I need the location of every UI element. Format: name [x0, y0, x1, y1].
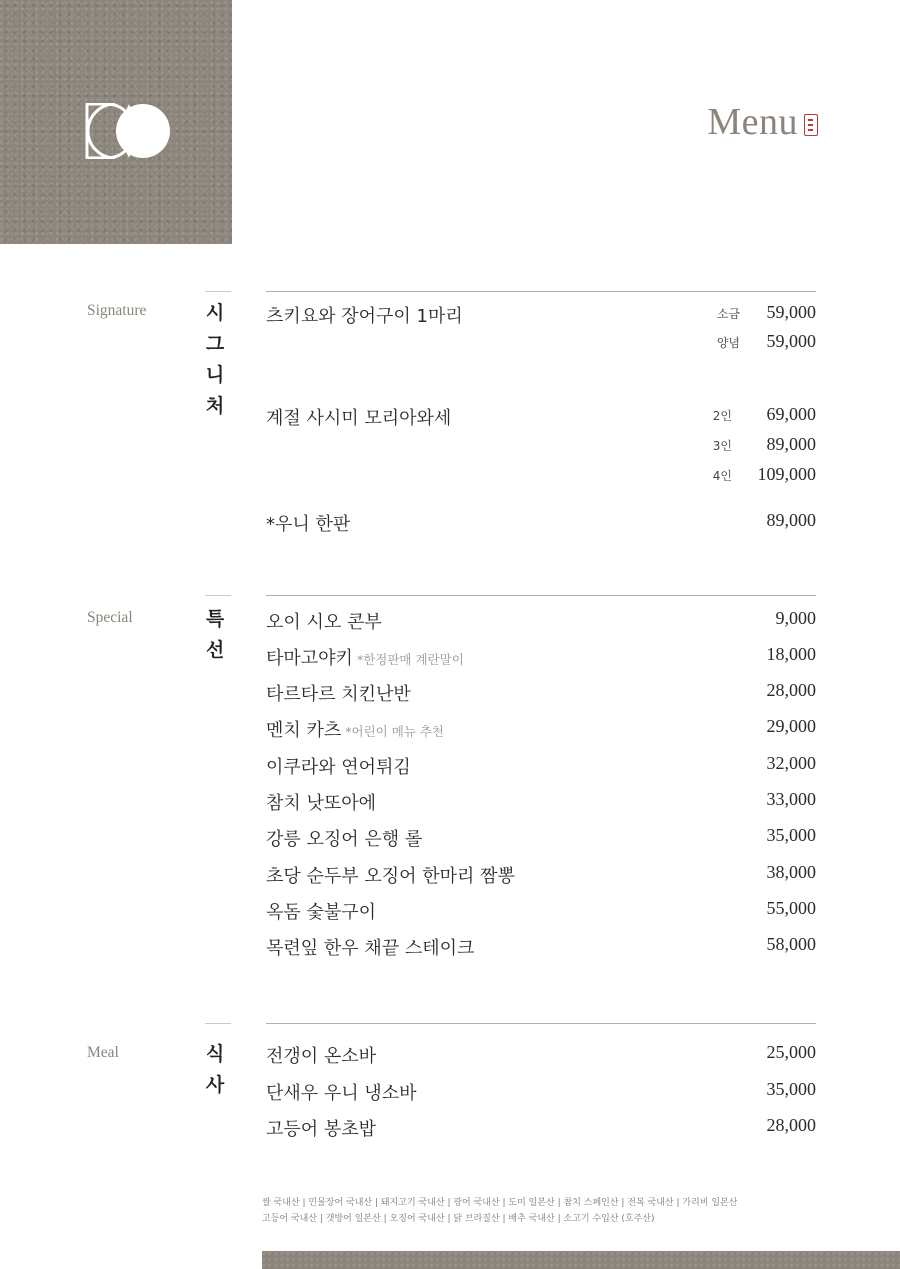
origin-line: 고등어 국내산 | 갯방어 일본산 | 오징어 국내산 | 닭 브라질산 | 배추 국내산 | 소고기 수입산 (호주산): [262, 1214, 655, 1224]
menu-item: [266, 1079, 816, 1109]
page-title: Menu: [707, 101, 798, 143]
section-divider: [266, 1023, 816, 1024]
menu-item: [266, 608, 816, 638]
item-price: 35,000: [766, 1079, 816, 1099]
menu-item: [266, 862, 816, 892]
option-price: 89,000: [766, 434, 816, 454]
menu-item: [266, 510, 816, 540]
option-label: 소금: [716, 307, 740, 321]
section-divider-short: [205, 1023, 231, 1024]
section-divider-short: [205, 595, 231, 596]
item-price: 58,000: [766, 934, 816, 954]
item-name: 옥돔 숯불구이: [266, 902, 377, 923]
item-name: 오이 시오 콘부: [266, 612, 382, 633]
item-name: 이쿠라와 연어튀김: [266, 757, 411, 778]
item-price: 18,000: [766, 644, 816, 664]
menu-item: [266, 644, 816, 674]
item-name: 고등어 봉초밥: [266, 1119, 377, 1140]
section-divider-short: [205, 291, 231, 292]
option-label: 4인: [712, 469, 732, 483]
section-title-ko: 특 선: [205, 608, 225, 661]
item-name: 멘치 카츠 *어린이 메뉴 추천: [266, 720, 445, 741]
item-name: 전갱이 온소바: [266, 1046, 377, 1067]
menu-item: [266, 1042, 816, 1072]
item-name: 참치 낫또아에: [266, 793, 377, 814]
menu-item: [266, 404, 816, 484]
item-name: *우니 한판: [266, 514, 351, 535]
item-name: 츠키요와 장어구이 1마리: [266, 306, 463, 327]
option-label: 양념: [716, 336, 740, 350]
option-price: 59,000: [766, 302, 816, 322]
logo-icon: [85, 103, 173, 159]
menu-item: [266, 753, 816, 783]
item-price: 28,000: [766, 680, 816, 700]
origin-line: 쌀 국내산 | 민물장어 국내산 | 돼지고기 국내산 | 광어 국내산 | 도미 일본산 | 참치 스페인산 | 전복 국내산 | 가리비 일본산: [262, 1198, 738, 1208]
section-title-en: Signature: [87, 302, 147, 319]
section-title-ko: 시 그 니 처: [205, 302, 225, 417]
item-price: 33,000: [766, 789, 816, 809]
option-price: 69,000: [766, 404, 816, 424]
section-title-en: Meal: [87, 1044, 119, 1061]
item-price: 9,000: [775, 608, 816, 628]
red-seal-icon: [804, 114, 818, 136]
item-price: 32,000: [766, 753, 816, 773]
origin-notice: [262, 1195, 822, 1227]
item-price: 55,000: [766, 898, 816, 918]
item-option: [616, 434, 816, 462]
option-label: 2인: [712, 409, 732, 423]
menu-item: [266, 825, 816, 855]
item-option: [616, 331, 816, 359]
option-label: 3인: [712, 439, 732, 453]
item-note: *어린이 메뉴 추천: [345, 724, 445, 739]
item-option: [616, 404, 816, 432]
menu-item: [266, 716, 816, 746]
item-price: 28,000: [766, 1115, 816, 1135]
item-name: 목련잎 한우 채끝 스테이크: [266, 938, 475, 959]
menu-item: [266, 898, 816, 928]
item-option: [616, 302, 816, 330]
item-name: 초당 순두부 오징어 한마리 짬뽕: [266, 866, 515, 887]
item-option: [616, 464, 816, 492]
item-price: 89,000: [766, 510, 816, 530]
item-price: 29,000: [766, 716, 816, 736]
menu-item: [266, 1115, 816, 1145]
item-price: 25,000: [766, 1042, 816, 1062]
menu-item: [266, 934, 816, 964]
footer-texture-band: [262, 1251, 900, 1269]
menu-item: [266, 680, 816, 710]
item-name: 타르타르 치킨난반: [266, 684, 411, 705]
item-price: 38,000: [766, 862, 816, 882]
item-name: 계절 사시미 모리아와세: [266, 408, 452, 429]
menu-item: [266, 302, 816, 351]
section-title-en: Special: [87, 609, 133, 626]
item-name: 단새우 우니 냉소바: [266, 1083, 417, 1104]
item-name: 강릉 오징어 은행 롤: [266, 829, 423, 850]
section-divider: [266, 291, 816, 292]
item-note: *한정판매 계란말이: [356, 652, 464, 667]
section-divider: [266, 595, 816, 596]
option-price: 59,000: [766, 331, 816, 351]
item-price: 35,000: [766, 825, 816, 845]
section-title-ko: 식 사: [205, 1043, 225, 1096]
option-price: 109,000: [757, 464, 816, 484]
menu-item: [266, 789, 816, 819]
item-name: 타마고야키 *한정판매 계란말이: [266, 648, 464, 669]
